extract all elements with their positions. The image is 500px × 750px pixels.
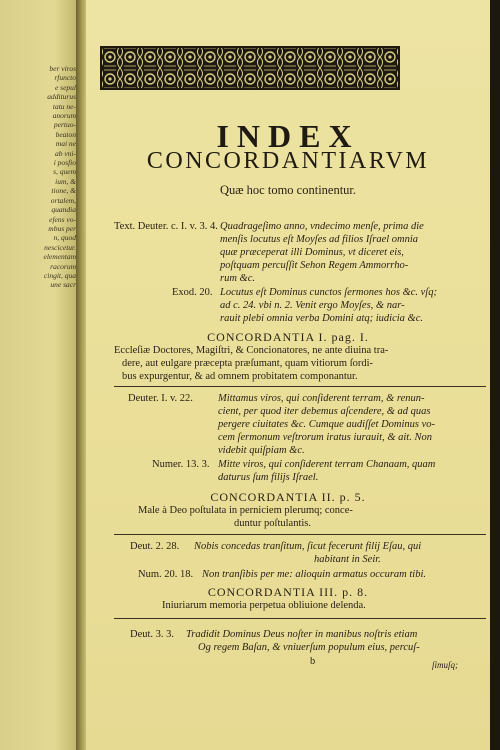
- text-entry-ref: [172, 286, 213, 299]
- summary-line: bus expurgentur, & ad omnem probitatem componantur.: [122, 371, 358, 382]
- text-entry-body: [220, 286, 437, 325]
- left-line: ium, &: [55, 176, 76, 186]
- scripture-ref: Numer. 13. 3.: [152, 459, 210, 470]
- left-line: efens vo-: [49, 214, 76, 224]
- entry-body: [202, 568, 426, 581]
- entry-ref: [130, 540, 179, 553]
- left-line: i posfio: [53, 158, 76, 168]
- catchword: ſimuſq;: [432, 660, 458, 670]
- entry-body: [186, 628, 420, 654]
- left-page-fragment: [0, 0, 78, 750]
- ornament-headpiece: [100, 46, 400, 90]
- signature-mark: b: [310, 656, 316, 667]
- scripture-ref: Num. 20. 18.: [138, 569, 194, 580]
- text-line: rauit plebi omnia verba Domini atq; iudicia &c.: [220, 313, 423, 324]
- scripture-ref: Text. Deuter. c. I. v. 3. 4.: [114, 221, 218, 232]
- section-rule: [114, 386, 486, 387]
- index-title: INDEX: [216, 118, 360, 154]
- scripture-ref: Deut. 3. 3.: [130, 629, 175, 640]
- entry-ref: [128, 392, 193, 405]
- entry-ref: [152, 458, 209, 471]
- left-line: mai ne: [55, 139, 76, 149]
- summary-line: dere, aut eulgare præcepta præſumant, quam vitiorum ſordi-: [122, 358, 374, 369]
- left-line: beaton: [55, 129, 76, 139]
- text-line: daturus ſum filijs Iſrael.: [218, 472, 319, 483]
- text-line: Nobis concedas tranſitum, ſicut fecerunt filij Eſau, qui: [194, 541, 422, 552]
- left-line: rfuncto: [54, 73, 76, 83]
- text-line: cient, per quod iter debemus aſcendere, & ad quas: [218, 406, 431, 417]
- section-rule: [114, 618, 486, 619]
- text-line: ad c. 24. vbi n. 2. Venit ergo Moyſes, & nar-: [220, 300, 405, 311]
- left-line: n, quod: [53, 233, 76, 243]
- text-line: Mitte viros, qui conſiderent terram Chanaam, quam: [218, 459, 436, 470]
- scripture-ref: Deuter. I. v. 22.: [128, 393, 193, 404]
- concordantia-2-summary: [138, 504, 353, 530]
- entry-body: [194, 540, 421, 566]
- text-line: menſis locutus eſt Moyſes ad filios Iſrael omnia: [220, 234, 419, 245]
- concordantiarum-title: CONCORDANTIARVM: [146, 148, 430, 174]
- text-line: Tradidit Dominus Deus noſter in manibus noſtris etiam: [186, 629, 418, 640]
- left-line: ab vni-: [54, 148, 76, 158]
- right-page: [86, 0, 490, 750]
- left-line: e sepul: [54, 82, 76, 92]
- left-line: nescicetur.: [44, 242, 76, 252]
- left-line: quandia: [51, 205, 76, 215]
- text-line: poſtquam percuſſit Sehon Regem Ammorrho-: [220, 260, 409, 271]
- text-line: habitant in Seir.: [314, 554, 381, 565]
- right-edge: [490, 0, 500, 750]
- summary-line: Eccleſiæ Doctores, Magiſtri, & Concionatores, ne ante diuina tra-: [114, 345, 389, 356]
- text-line: Non tranſibis per me: alioquin armatus occuram tibi.: [202, 569, 426, 580]
- text-line: rum &c.: [220, 273, 255, 284]
- scripture-ref: Exod. 20.: [172, 287, 213, 298]
- left-line: elementam: [43, 252, 76, 262]
- text-line: cem ſermonum veſtrorum iratus iurauit, & ait. Non: [218, 432, 432, 443]
- summary-line: Male à Deo poſtulata in perniciem plerumq; conce-: [138, 505, 353, 516]
- contents-subtitle: Quæ hoc tomo continentur.: [219, 183, 357, 197]
- text-line: videbit quiſpiam &c.: [218, 445, 305, 456]
- entry-body: [218, 392, 435, 457]
- left-line: additurus: [47, 92, 76, 102]
- entry-body: [218, 458, 435, 484]
- left-line: mbus per: [48, 223, 76, 233]
- left-line: une sacr: [50, 280, 76, 290]
- left-line: s, quem: [53, 167, 76, 177]
- left-page-text: [0, 64, 76, 290]
- concordantia-2-heading: CONCORDANTIA II. p. 5.: [210, 490, 366, 504]
- left-line: tione, &: [51, 186, 76, 196]
- text-line: quæ præceperat illi Dominus, vt diceret eis,: [220, 247, 404, 258]
- text-entry-body: [220, 220, 424, 285]
- left-line: ortalem,: [50, 195, 76, 205]
- concordantia-3-summary: [162, 599, 366, 612]
- entry-ref: [130, 628, 174, 641]
- concordantia-1-heading: CONCORDANTIA I. pag. I.: [207, 330, 369, 344]
- text-line: Locutus eſt Dominus cunctos ſermones hos &c. vſq;: [220, 287, 437, 298]
- entry-ref: [138, 568, 193, 581]
- scripture-ref: Deut. 2. 28.: [130, 541, 180, 552]
- left-line: racorum: [50, 261, 76, 271]
- summary-line: duntur poſtulantis.: [234, 518, 311, 529]
- text-line: Mittamus viros, qui conſiderent terram, & renun-: [218, 393, 425, 404]
- concordantia-1-summary: [114, 344, 388, 383]
- section-rule: [114, 534, 486, 535]
- concordantia-3-heading: CONCORDANTIA III. p. 8.: [207, 585, 369, 599]
- text-line: pergere ciuitates &c. Cumque audiſſet Dominus vo-: [218, 419, 436, 430]
- text-line: Og regem Baſan, & vniuerſum populum eius, percuſ-: [198, 642, 420, 653]
- left-line: ber viros: [49, 64, 76, 73]
- text-entry-ref: [114, 220, 218, 233]
- text-line: Quadrageſimo anno, vndecimo menſe, prima die: [220, 221, 424, 232]
- left-line: cingit, qua: [43, 270, 76, 280]
- left-line: anorum: [52, 111, 76, 121]
- summary-line: Iniuriarum memoria perpetua obliuione delenda.: [162, 600, 366, 611]
- left-line: pertuo-: [53, 120, 76, 130]
- left-line: tatu ne-: [52, 101, 76, 111]
